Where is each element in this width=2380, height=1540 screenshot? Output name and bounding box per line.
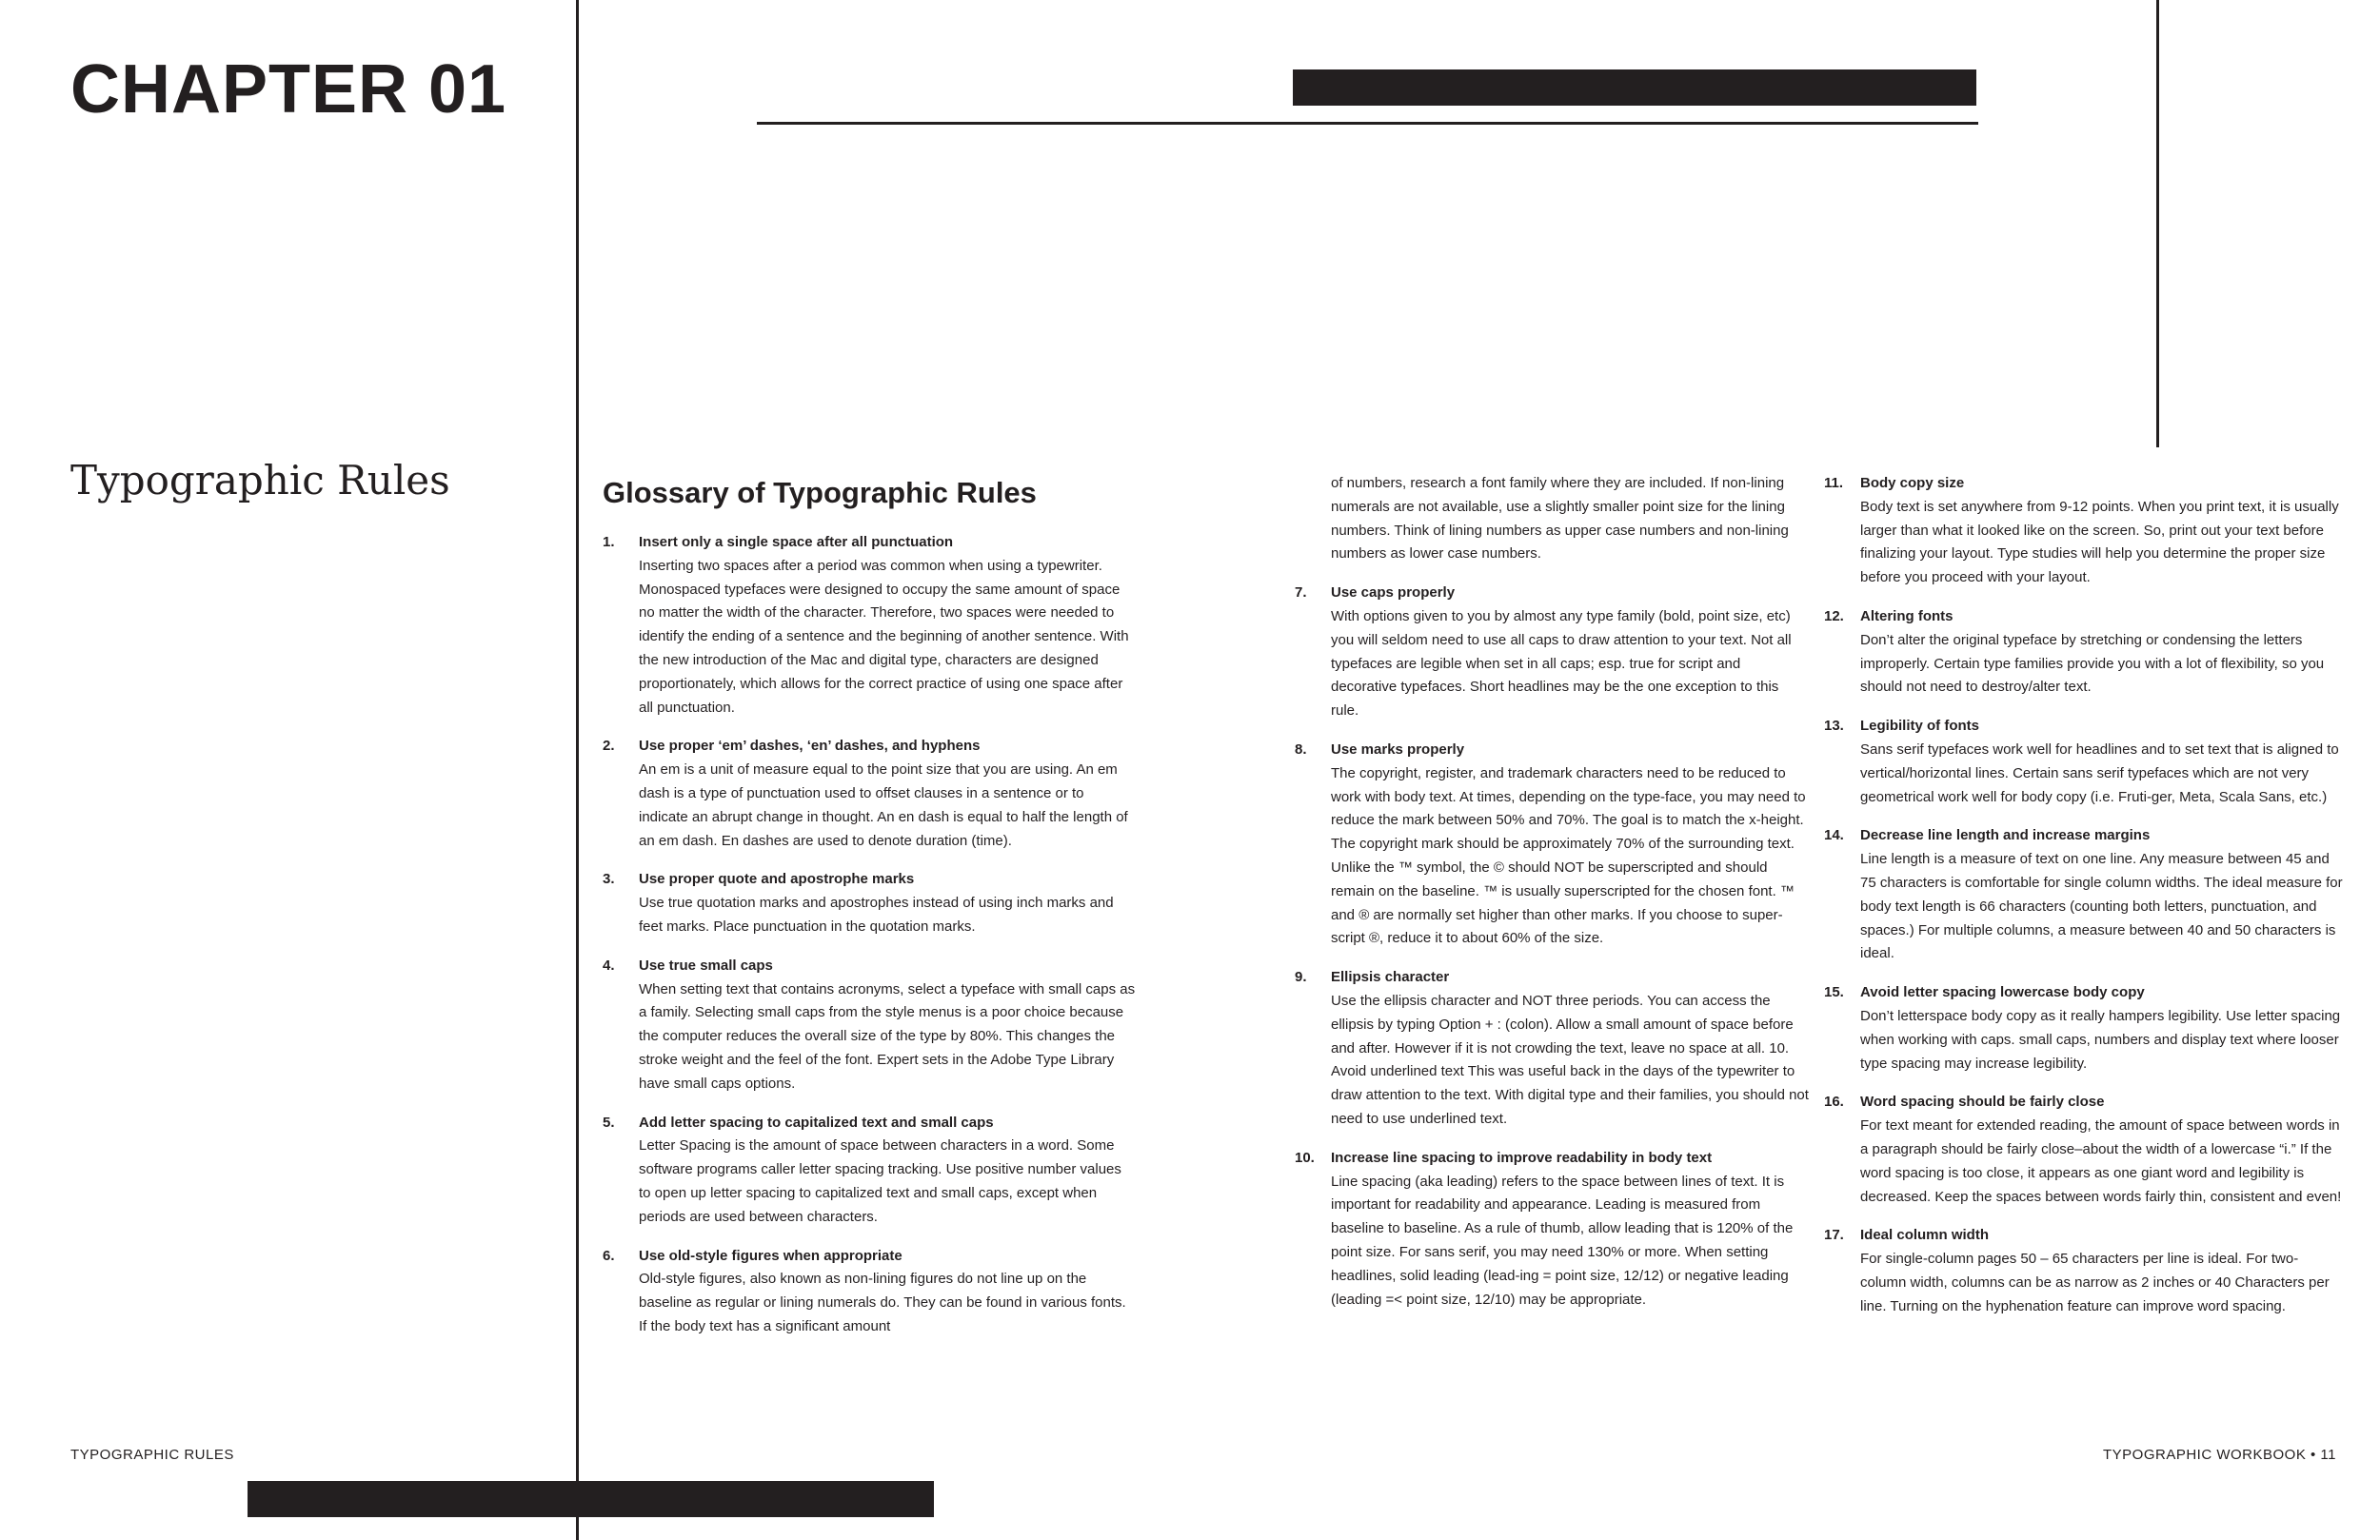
rule-heading: Avoid letter spacing lowercase body copy — [1860, 984, 2145, 1001]
rule-heading: Increase line spacing to improve readability in body text — [1331, 1149, 1713, 1166]
rule-text-continued: of numbers, research a font family where they are included. If non-lining numerals are not available, use a slightly smaller point size for the lining numbers. Think of lining numbers as upper case numbers and non-lining numbers as lower case numbers. — [1331, 475, 1789, 563]
glossary-column-1 — [603, 474, 1136, 1354]
rule-number: 13. — [1824, 718, 1844, 735]
rule-heading: Body copy size — [1860, 475, 1965, 491]
rule-heading: Use old-style figures when appropriate — [639, 1247, 902, 1264]
decorative-bar-top — [1293, 69, 1976, 106]
rule-number: 14. — [1824, 827, 1844, 844]
rule-number: 15. — [1824, 984, 1844, 1001]
rule-heading: Add letter spacing to capitalized text and small caps — [639, 1114, 994, 1131]
decorative-bar-bottom — [248, 1481, 934, 1517]
rule-item — [1824, 472, 2343, 590]
rule-heading: Use caps properly — [1331, 584, 1456, 602]
rule-text: Inserting two spaces after a period was common when using a typewriter. Monospaced typefaces were designed to occupy the same amount of space no matter the width of the character. Therefore, two spaces were needed to identify the ending of a sentence and the beginning of another sentence. With the new introduction of the Mac and digital type, characters are designed proportionately, which allows for the correct practice of using one space after all punctuation. — [639, 557, 1129, 716]
rule-number: 4. — [603, 957, 615, 974]
rule-heading: Decrease line length and increase margins — [1860, 827, 2151, 844]
rule-heading: Ellipsis character — [1331, 969, 1450, 986]
rule-item — [1824, 1091, 2343, 1209]
vertical-rule-right — [2156, 0, 2159, 447]
rule-number: 3. — [603, 871, 615, 888]
rule-text: Don’t letterspace body copy as it really hampers legibility. Use letter spacing when working with caps. small caps, numbers and display text where looser type spacing may increase legibility. — [1860, 1007, 2341, 1072]
rule-text: Use the ellipsis character and NOT three periods. You can access the ellipsis by typing Option + : (colon). Allow a small amount of space before and after. However if it is not crowding the text, leave no space at all. 10. Avoid underlined text This was useful back in the days of the typewriter to draw attention to the text. With digital type and their families, you should not need to use underlined text. — [1331, 992, 1809, 1127]
rule-heading: Use marks properly — [1331, 740, 1465, 758]
rule-text: Line spacing (aka leading) refers to the space between lines of text. It is important for readability and appearance. Leading is measured from baseline to baseline. As a rule of thumb, allow leading that is 120% of the point size. For sans serif, you may need 130% or more. When setting headlines, solid leading (lead-ing = point size, 12/12) or negative leading (leading =< point size, 12/10) may be appropriate. — [1331, 1173, 1794, 1308]
rule-number: 10. — [1295, 1149, 1315, 1166]
section-title: Typographic Rules — [70, 457, 450, 503]
rule-number: 6. — [603, 1247, 615, 1264]
horizontal-rule-top — [757, 122, 1978, 125]
rule-text: Line length is a measure of text on one line. Any measure between 45 and 75 characters is comfortable for single column widths. The ideal measure for body text length is 66 characters (counting both letters, punctuation, and spaces.) For multiple columns, a measure between 40 and 50 characters is ideal. — [1860, 851, 2343, 962]
rule-text: Use true quotation marks and apostrophes instead of using inch marks and feet marks. Place punctuation in the quotation marks. — [639, 895, 1114, 935]
glossary-column-2 — [1295, 472, 1809, 1327]
rule-number: 2. — [603, 738, 615, 755]
rule-item — [1295, 582, 1809, 723]
rule-item — [603, 1112, 1136, 1230]
rule-text: Body text is set anywhere from 9-12 points. When you print text, it is usually larger than what it looked like on the screen. So, print out your text before finalizing your layout. Type studies will help you determine the proper size before you proceed with your layout. — [1860, 498, 2339, 586]
rule-item — [1295, 739, 1809, 951]
rule-number: 8. — [1295, 740, 1307, 758]
rule-heading: Legibility of fonts — [1860, 718, 1979, 735]
rule-number: 5. — [603, 1114, 615, 1131]
rule-number: 7. — [1295, 584, 1307, 602]
rule-item — [1824, 981, 2343, 1076]
rule-heading: Altering fonts — [1860, 607, 1954, 624]
rule-item — [603, 735, 1136, 853]
rule-number: 17. — [1824, 1227, 1844, 1244]
rule-item — [603, 1245, 1136, 1339]
rule-number: 12. — [1824, 607, 1844, 624]
rule-heading: Insert only a single space after all punctuation — [639, 534, 954, 550]
rule-text: For text meant for extended reading, the amount of space between words in a paragraph should be fairly close–about the width of a lowercase “i.” If the word spacing is too close, it appears as one giant word and legibility is decreased. Keep the spaces between words fairly thin, consistent and even! — [1860, 1117, 2342, 1205]
footer-right-page-number: TYPOGRAPHIC WORKBOOK • 11 — [2102, 1447, 2336, 1463]
rule-text: The copyright, register, and trademark characters need to be reduced to work with body text. At times, depending on the type-face, you may need to reduce the mark between 50% and 70%. The goal is to match the x-height. The copyright mark should be approximately 70% of the surrounding text. Unlike the ™ symbol, the © should NOT be superscripted and should remain on the baseline. ™ is usually superscripted for the chosen font. ™ and ® are normally set higher than other marks. If you choose to super-script ®, reduce it to about 60% of the size. — [1331, 764, 1806, 947]
rule-item — [603, 531, 1136, 720]
rule-item — [1824, 1224, 2343, 1318]
rule-item — [1295, 1147, 1809, 1313]
rule-item — [603, 868, 1136, 938]
rule-text: Sans serif typefaces work well for headlines and to set text that is aligned to vertical/horizontal lines. Certain sans serif typefaces which are not very geometrical work well for body copy (i.e. Fruti-ger, Meta, Scala Sans, etc.) — [1860, 740, 2339, 805]
rule-item — [603, 955, 1136, 1096]
rule-text: Letter Spacing is the amount of space between characters in a word. Some software programs caller letter spacing tracking. Use positive number values to open up letter spacing to capitalized text and small caps, except when periods are used between characters. — [639, 1137, 1121, 1225]
rule-item — [1824, 605, 2343, 700]
rule-text: For single-column pages 50 – 65 characters per line is ideal. For two-column width, columns can be as narrow as 2 inches or 40 Characters per line. Turning on the hyphenation feature can improve word spacing. — [1860, 1251, 2330, 1314]
rule-heading: Ideal column width — [1860, 1227, 1990, 1244]
rule-number: 11. — [1824, 475, 1844, 491]
rule-heading: Use true small caps — [639, 957, 773, 974]
vertical-rule-main — [576, 0, 579, 1540]
glossary-title: Glossary of Typographic Rules — [603, 476, 1037, 509]
chapter-label: CHAPTER 01 — [70, 51, 507, 128]
rule-text: When setting text that contains acronyms, select a typeface with small caps as a family. Selecting small caps from the style menus is a poor choice because the computer reduces the overall size of the type by 80%. This changes the stroke weight and the feel of the font. Expert sets in the Adobe Type Library have small caps options. — [639, 980, 1136, 1092]
rule-heading: Use proper quote and apostrophe marks — [639, 871, 915, 888]
rule-number: 9. — [1295, 969, 1307, 986]
rule-text: Don’t alter the original typeface by stretching or condensing the letters improperly. Certain type families provide you with a lot of flexibility, so you should not need to destroy/alter text. — [1860, 631, 2325, 696]
rule-number: 1. — [603, 534, 615, 550]
rule-text: Old-style figures, also known as non-lining figures do not line up on the baseline as regular or lining numerals do. They can be found in various fonts. If the body text has a significant amount — [639, 1271, 1126, 1334]
rule-text: An em is a unit of measure equal to the point size that you are using. An em dash is a type of punctuation used to offset clauses in a sentence or to indicate an abrupt change in thought. An en dash is equal to half the length of an em dash. En dashes are used to denote duration (time). — [639, 761, 1128, 849]
rule-item — [1824, 824, 2343, 966]
rule-text: With options given to you by almost any type family (bold, point size, etc) you will seldom need to use all caps to draw attention to your text. Not all typefaces are legible when set in all caps; esp. true for script and decorative typefaces. Short headlines may be the one exception to this rule. — [1331, 607, 1792, 720]
footer-left: TYPOGRAPHIC RULES — [70, 1447, 234, 1463]
rule-heading: Word spacing should be fairly close — [1860, 1094, 2105, 1111]
rule-number: 16. — [1824, 1094, 1844, 1111]
glossary-column-3 — [1824, 472, 2343, 1334]
rule-item — [1295, 966, 1809, 1132]
rule-heading: Use proper ‘em’ dashes, ‘en’ dashes, and hyphens — [639, 738, 981, 755]
rule-item — [1824, 715, 2343, 809]
